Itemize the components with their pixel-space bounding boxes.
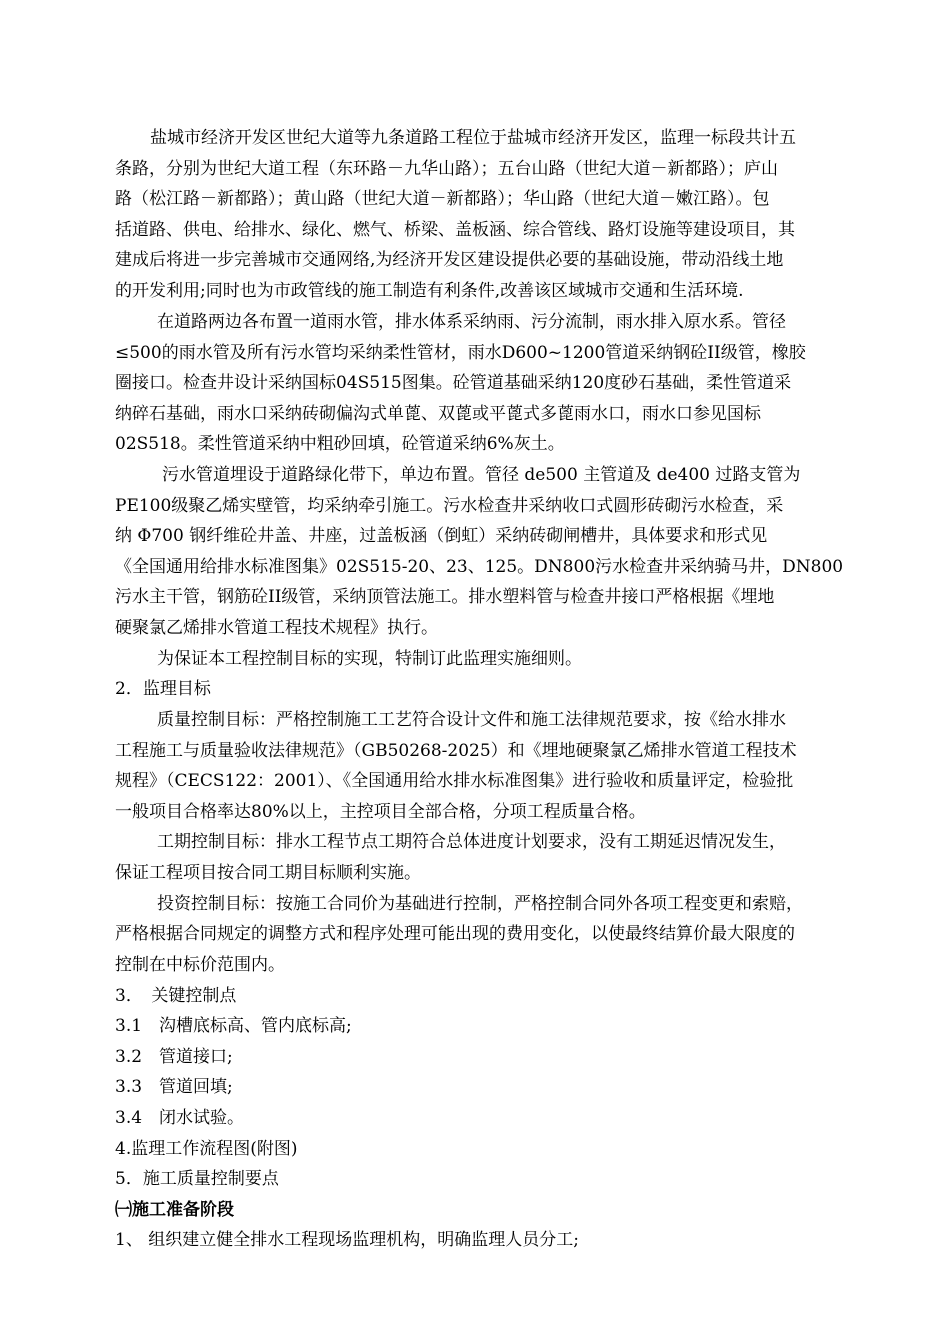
paragraph-line: 在道路两边各布置一道雨水管，排水体系采纳雨、污分流制，雨水排入原水系。管径 xyxy=(157,312,786,332)
list-item: 3.1 沟槽底标高、管内底标高; xyxy=(115,1016,352,1036)
section-heading: 2．监理目标 xyxy=(115,679,211,699)
section-heading: 4.监理工作流程图(附图) xyxy=(115,1139,298,1159)
paragraph-line: 控制在中标价范围内。 xyxy=(115,955,285,975)
paragraph-line: 路（松江路－新都路）；黄山路（世纪大道－新都路）；华山路（世纪大道－嫩江路）。包 xyxy=(115,189,770,209)
list-item: 3.3 管道回填; xyxy=(115,1077,233,1097)
paragraph-line: 为保证本工程控制目标的实现，特制订此监理实施细则。 xyxy=(157,649,582,669)
section-heading: 5．施工质量控制要点 xyxy=(115,1169,279,1189)
paragraph-line: 盐城市经济开发区世纪大道等九条道路工程位于盐城市经济开发区，监理一标段共计五 xyxy=(150,128,796,148)
paragraph-line: 硬聚氯乙烯排水管道工程技术规程》执行。 xyxy=(115,618,438,638)
section-heading: 3． 关键控制点 xyxy=(115,986,237,1006)
subsection-heading: ㈠施工准备阶段 xyxy=(115,1200,234,1220)
paragraph-line: 质量控制目标：严格控制施工工艺符合设计文件和施工法律规范要求，按《给水排水 xyxy=(157,710,786,730)
paragraph-line: 严格根据合同规定的调整方式和程序处理可能出现的费用变化，以使最终结算价最大限度的 xyxy=(115,924,795,944)
paragraph-line: 条路，分别为世纪大道工程（东环路－九华山路）；五台山路（世纪大道－新都路）；庐山 xyxy=(115,159,778,179)
paragraph-line: 《全国通用给排水标准图集》02S515-20、23、125。DN800污水检查井采纳骑马井，DN800 xyxy=(115,557,844,577)
paragraph-line: 纳 Φ700 钢纤维砼井盖、井座，过盖板涵（倒虹）采纳砖砌闸槽井，具体要求和形式见 xyxy=(115,526,768,546)
list-item: 3.2 管道接口; xyxy=(115,1047,233,1067)
paragraph-line: 的开发利用;同时也为市政管线的施工制造有利条件,改善该区域城市交通和生活环境. xyxy=(115,281,744,301)
paragraph-line: PE100级聚乙烯实壁管，均采纳牵引施工。污水检查井采纳收口式圆形砖砌污水检查，采 xyxy=(115,496,784,516)
paragraph-line: 规程》（CECS122：2001）、《全国通用给水排水标准图集》进行验收和质量评定，检验批 xyxy=(115,771,794,791)
paragraph-line: 括道路、供电、给排水、绿化、燃气、桥梁、盖板涵、综合管线、路灯设施等建设项目，其 xyxy=(115,220,795,240)
paragraph-line: 污水管道埋设于道路绿化带下，单边布置。管径 de500 主管道及 de400 过路支管为 xyxy=(162,465,801,485)
paragraph-line: 污水主干管，钢筋砼II级管，采纳顶管法施工。排水塑料管与检查井接口严格根据《埋地 xyxy=(115,587,775,607)
paragraph-line: 工程施工与质量验收法律规范》（GB50268-2025）和《埋地硬聚氯乙烯排水管道工程技术 xyxy=(115,741,797,761)
paragraph-line: 投资控制目标：按施工合同价为基础进行控制，严格控制合同外各项工程变更和索赔， xyxy=(157,894,803,914)
paragraph-line: 一般项目合格率达80%以上，主控项目全部合格，分项工程质量合格。 xyxy=(115,802,646,822)
paragraph-line: 保证工程项目按合同工期目标顺利实施。 xyxy=(115,863,421,883)
paragraph-line: 工期控制目标：排水工程节点工期符合总体进度计划要求，没有工期延迟情况发生， xyxy=(157,832,786,852)
paragraph-line: 圈接口。检查井设计采纳国标04S515图集。砼管道基础采纳120度砂石基础，柔性管道采 xyxy=(115,373,792,393)
paragraph-line: ≤500的雨水管及所有污水管均采纳柔性管材，雨水D600~1200管道采纳钢砼II级管，橡胶 xyxy=(115,343,806,363)
paragraph-line: 建成后将进一步完善城市交通网络,为经济开发区建设提供必要的基础设施，带动沿线土地 xyxy=(115,250,784,270)
list-item: 3.4 闭水试验。 xyxy=(115,1108,245,1128)
paragraph-line: 02S518。柔性管道采纳中粗砂回填，砼管道采纳6%灰土。 xyxy=(115,434,565,454)
list-item: 1、 组织建立健全排水工程现场监理机构，明确监理人员分工; xyxy=(115,1230,579,1250)
paragraph-line: 纳碎石基础，雨水口采纳砖砌偏沟式单蓖、双蓖或平蓖式多蓖雨水口，雨水口参见国标 xyxy=(115,404,761,424)
